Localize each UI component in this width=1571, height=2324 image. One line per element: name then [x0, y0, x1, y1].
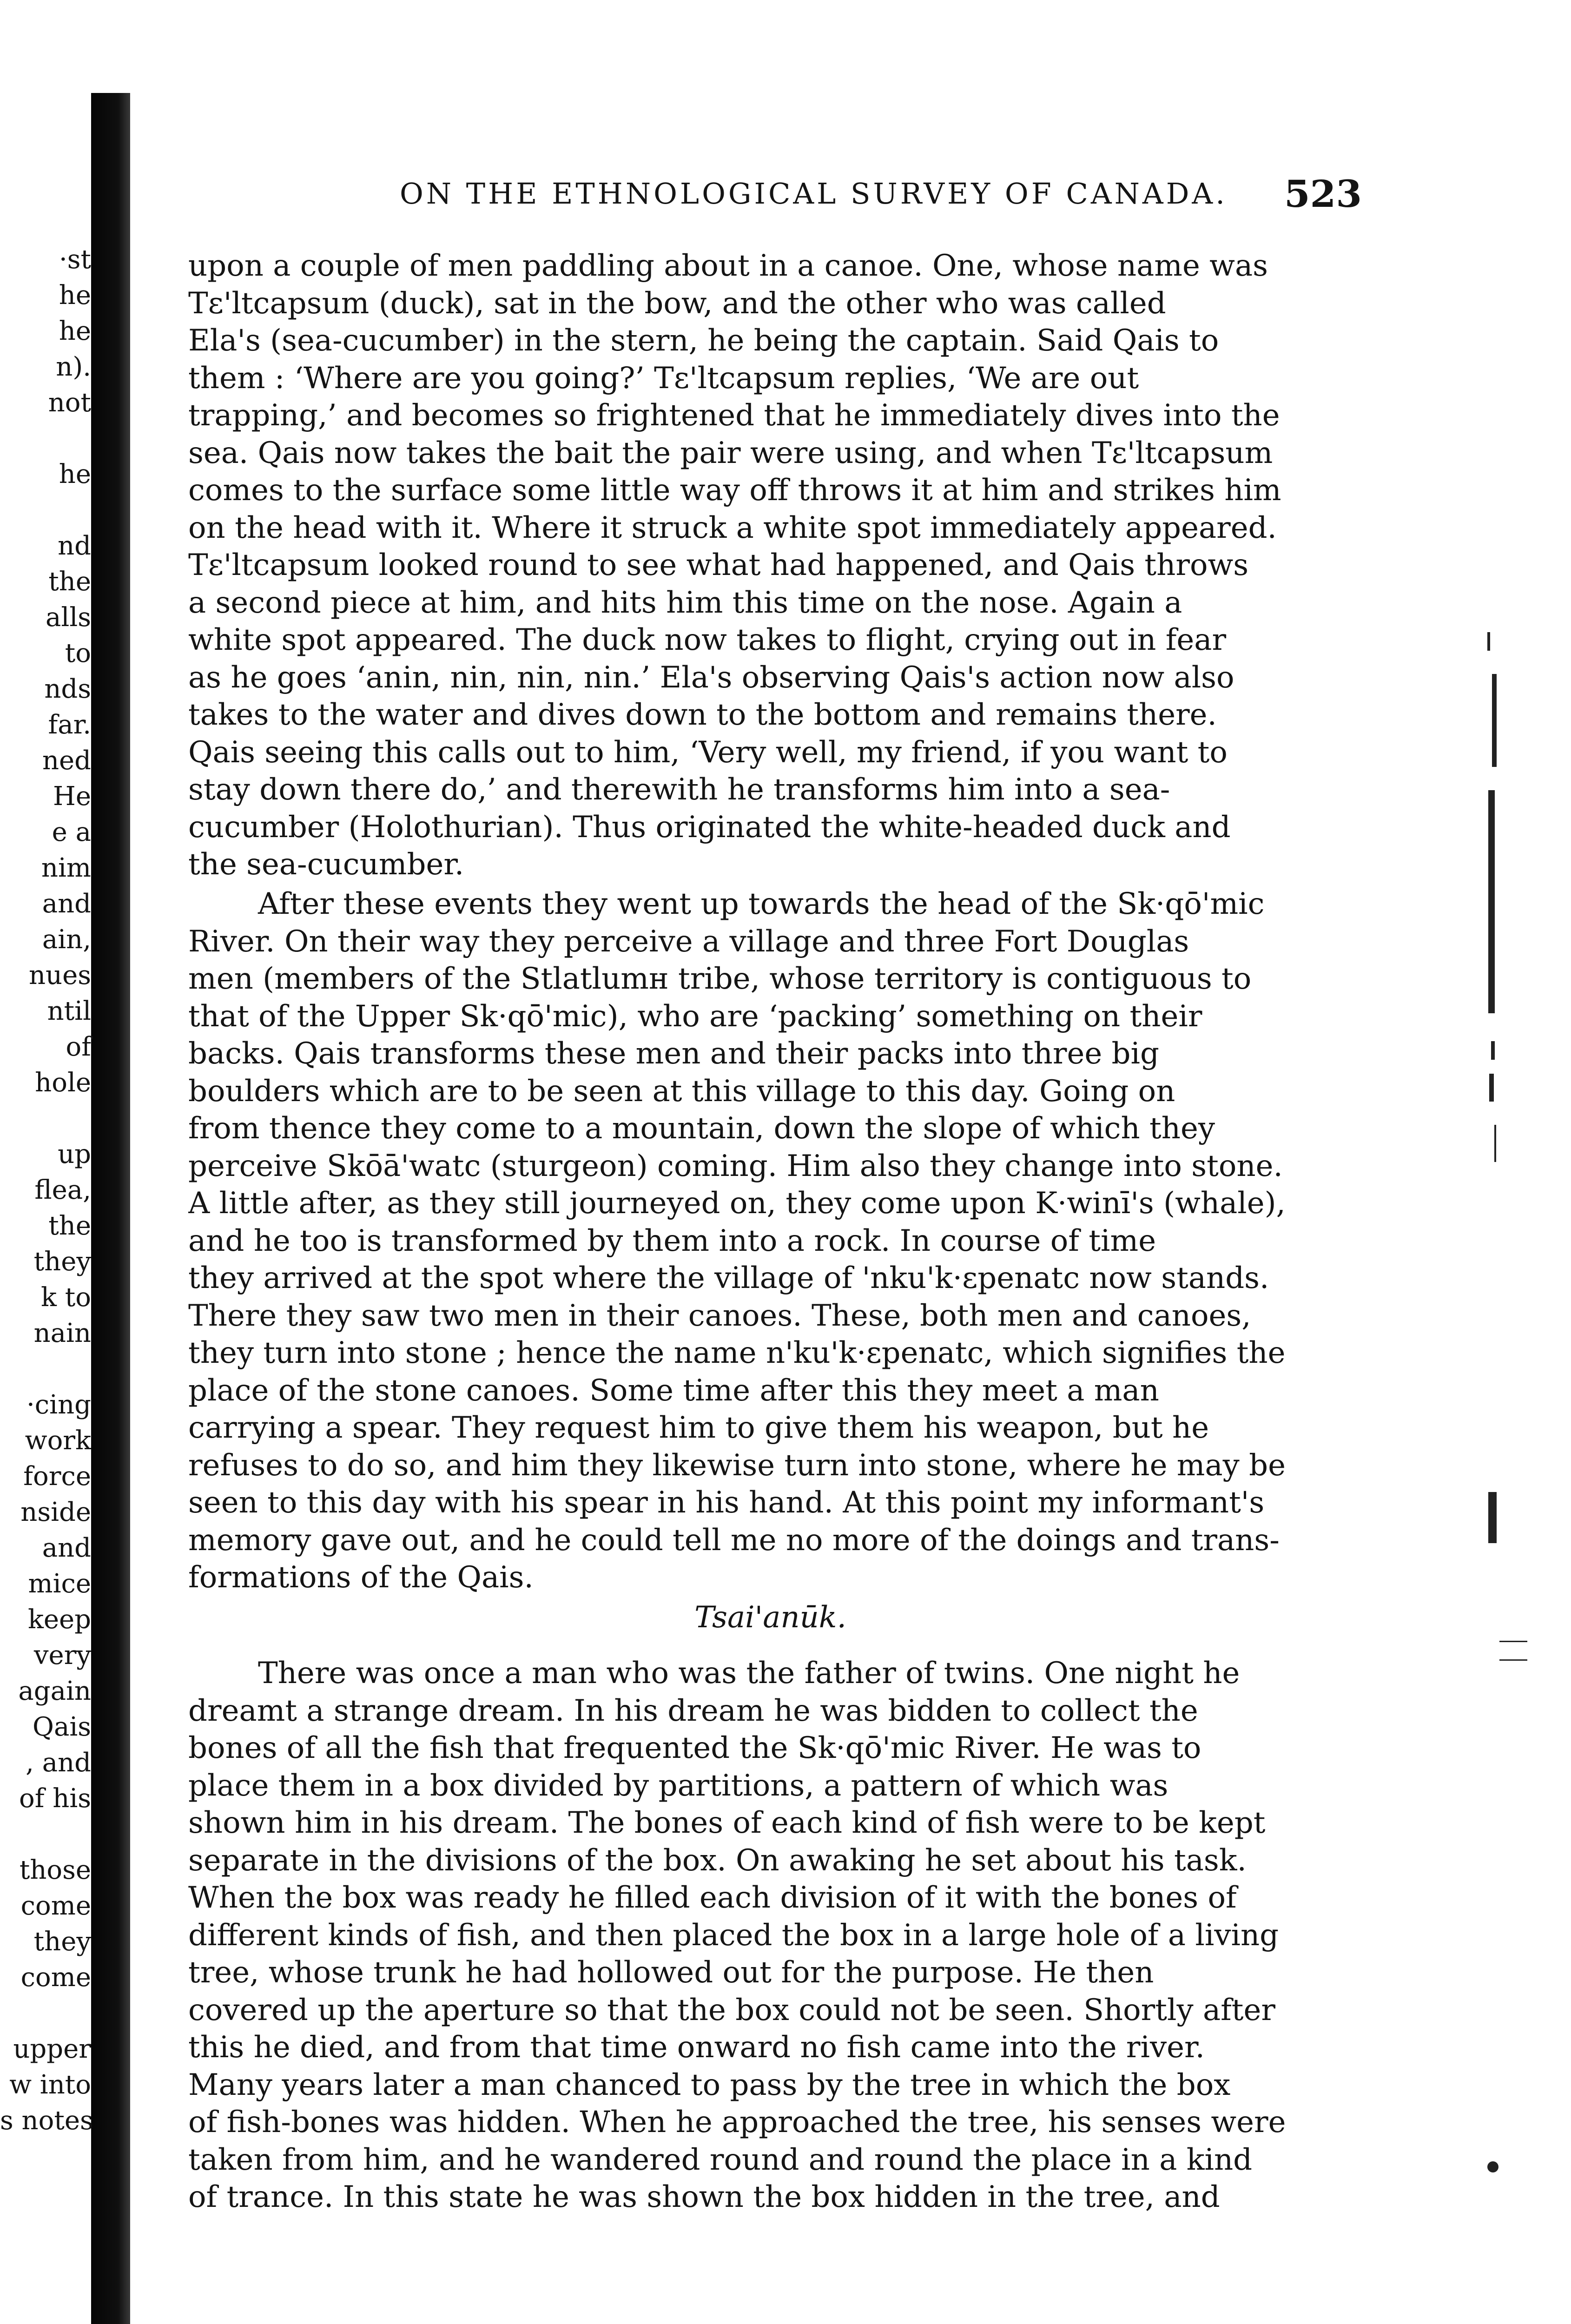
text-line: place of the stone canoes. Some time after this they meet a man — [188, 1373, 1159, 1408]
margin-fragment: keep — [27, 1604, 91, 1635]
margin-fragment: ·cing — [26, 1390, 91, 1420]
margin-fragment: again — [18, 1676, 91, 1706]
margin-fragment: they — [33, 1927, 91, 1957]
margin-fragment: ntil — [47, 996, 91, 1026]
text-line: them : ‘Where are you going?’ Tɛ'ltcapsum replies, ‘We are out — [188, 361, 1139, 396]
text-line: place them in a box divided by partitions, a pattern of which was — [188, 1768, 1168, 1803]
margin-fragment — [0, 492, 93, 528]
margin-fragment: those — [19, 1855, 91, 1885]
text-line: from thence they come to a mountain, down the slope of which they — [188, 1111, 1215, 1146]
margin-fragment: He — [53, 781, 91, 812]
margin-fragment — [0, 1816, 93, 1852]
text-line: upon a couple of men paddling about in a canoe. One, whose name was — [188, 249, 1268, 283]
paragraph-text — [188, 1655, 1353, 2216]
text-line: perceive Skōā'watc (sturgeon) coming. Him also they change into stone. — [188, 1149, 1283, 1183]
margin-fragment: nside — [20, 1497, 91, 1527]
margin-fragment: force — [23, 1461, 91, 1492]
text-line: trapping,’ and becomes so frightened that he immediately dives into the — [188, 398, 1280, 433]
text-line: they arrived at the spot where the village of 'nku'k·ɛpenatc now stands. — [188, 1261, 1269, 1295]
text-line: of trance. In this state he was shown the box hidden in the tree, and — [188, 2180, 1220, 2214]
text-line: There they saw two men in their canoes. These, both men and canoes, — [188, 1298, 1251, 1333]
text-line: When the box was ready he filled each division of it with the bones of — [188, 1881, 1237, 1915]
text-line: carrying a spear. They request him to give them his weapon, but he — [188, 1411, 1209, 1445]
margin-fragment: far. — [48, 710, 91, 740]
text-line: bones of all the fish that frequented the Sk·qō'mic River. He was to — [188, 1731, 1201, 1765]
text-line: seen to this day with his spear in his hand. At this point my informant's — [188, 1486, 1265, 1520]
margin-fragment: ·st — [59, 244, 91, 275]
text-line: the sea-cucumber. — [188, 847, 464, 882]
text-line: memory gave out, and he could tell me no more of the doings and trans- — [188, 1523, 1280, 1558]
margin-fragment: nain — [33, 1318, 91, 1348]
paragraph-tsai-anuk — [188, 1655, 1353, 2216]
margin-fragment: n). — [56, 352, 91, 382]
margin-fragment: and — [42, 1533, 91, 1563]
text-line: comes to the surface some little way off throws it at him and strikes him — [188, 473, 1281, 508]
margin-fragment: to — [65, 638, 91, 668]
margin-fragment: nim — [41, 853, 91, 883]
text-line: cucumber (Holothurian). Thus originated the white-headed duck and — [188, 810, 1231, 845]
margin-fragment: very — [33, 1640, 91, 1670]
margin-fragment: he — [59, 280, 91, 310]
text-line: covered up the aperture so that the box could not be seen. Shortly after — [188, 1993, 1275, 2027]
margin-fragment: nds — [44, 674, 91, 704]
margin-fragment: Qais — [33, 1712, 91, 1742]
text-line: Ela's (sea-cucumber) in the stern, he being the captain. Said Qais to — [188, 324, 1219, 358]
text-line: tree, whose trunk he had hollowed out for the purpose. He then — [188, 1955, 1154, 1990]
margin-fragment: they — [33, 1247, 91, 1277]
text-line: men (members of the Stlatlumн tribe, whose territory is contiguous to — [188, 962, 1252, 996]
margin-fragment — [0, 421, 93, 456]
text-line: A little after, as they still journeyed on, they come upon K·winī's (whale), — [188, 1186, 1286, 1221]
text-line: Tɛ'ltcapsum looked round to see what had happened, and Qais throws — [188, 548, 1249, 582]
margin-fragment: of — [66, 1032, 91, 1062]
margin-fragment: w into — [9, 2070, 91, 2100]
text-line: separate in the divisions of the box. On awaking he set about his task. — [188, 1843, 1247, 1878]
section-heading: Tsai'anūk. — [694, 1600, 846, 1635]
margin-fragment: not — [48, 388, 91, 418]
paragraph-sk-qomic-river — [188, 885, 1353, 1597]
text-line: There was once a man who was the father of twins. One night he — [258, 1656, 1240, 1690]
text-line: white spot appeared. The duck now takes to flight, crying out in fear — [188, 623, 1227, 657]
text-line: boulders which are to be seen at this village to this day. Going on — [188, 1074, 1175, 1109]
text-line: this he died, and from that time onward no fish came into the river. — [188, 2030, 1205, 2065]
margin-fragment: ned — [42, 746, 91, 776]
previous-page-margin-fragments — [0, 242, 93, 2139]
margin-fragment: nd — [58, 531, 91, 561]
running-title: ON THE ETHNOLOGICAL SURVEY OF CANADA. — [400, 177, 1228, 211]
text-line: of fish-bones was hidden. When he approached the tree, his senses were — [188, 2105, 1286, 2139]
margin-fragment: hole — [35, 1068, 91, 1098]
text-line: they turn into stone ; hence the name n'ku'k·ɛpenatc, which signifies the — [188, 1336, 1286, 1370]
text-line: shown him in his dream. The bones of each kind of fish were to be kept — [188, 1806, 1266, 1840]
text-line: takes to the water and dives down to the bottom and remains there. — [188, 698, 1217, 732]
text-line: refuses to do so, and him they likewise turn into stone, where he may be — [188, 1448, 1286, 1483]
paragraph-text — [188, 885, 1353, 1597]
margin-fragment — [0, 1351, 93, 1387]
margin-fragment: k to — [41, 1282, 91, 1313]
margin-fragment: and — [42, 889, 91, 919]
text-line: Many years later a man chanced to pass by the tree in which the box — [188, 2067, 1231, 2102]
text-line: sea. Qais now takes the bait the pair were using, and when Tɛ'ltcapsum — [188, 436, 1273, 470]
margin-fragment: alls — [46, 602, 91, 633]
text-line: Qais seeing this calls out to him, ‘Very well, my friend, if you want to — [188, 735, 1228, 770]
text-line: a second piece at him, and hits him this time on the nose. Again a — [188, 585, 1182, 620]
text-line: dreamt a strange dream. In his dream he was bidden to collect the — [188, 1693, 1198, 1728]
margin-fragment — [0, 1101, 93, 1136]
margin-fragment: upper — [13, 2034, 91, 2064]
text-line: Tɛ'ltcapsum (duck), sat in the bow, and the other who was called — [188, 286, 1166, 321]
margin-fragment: of his — [19, 1783, 91, 1814]
text-line: that of the Upper Sk·qō'mic), who are ‘packing’ something on their — [188, 999, 1202, 1034]
binding-gutter-shadow — [91, 93, 130, 2324]
margin-fragment: he — [59, 459, 91, 489]
margin-fragment: come — [20, 1891, 91, 1921]
margin-fragment: the — [48, 567, 91, 597]
text-line: different kinds of fish, and then placed the box in a large hole of a living — [188, 1918, 1279, 1953]
paragraph-text — [188, 247, 1353, 884]
text-line: stay down there do,’ and therewith he transforms him into a sea- — [188, 772, 1170, 807]
margin-fragment: ain, — [42, 924, 91, 955]
text-line: formations of the Qais. — [188, 1560, 534, 1595]
margin-fragment — [0, 1995, 93, 2031]
text-line: backs. Qais transforms these men and their packs into three big — [188, 1037, 1159, 1071]
page-number: 523 — [1284, 172, 1362, 216]
margin-fragment: come — [20, 1962, 91, 1993]
margin-fragment: work — [25, 1426, 91, 1456]
text-line: After these events they went up towards the head of the Sk·qō'mic — [258, 887, 1265, 921]
margin-fragment: up — [58, 1139, 91, 1169]
margin-fragment: s notes — [0, 2106, 93, 2136]
text-line: and he too is transformed by them into a rock. In course of time — [188, 1223, 1156, 1258]
text-line: taken from him, and he wandered round and round the place in a kind — [188, 2142, 1253, 2177]
text-line: as he goes ‘anin, nin, nin, nin.’ Ela's observing Qais's action now also — [188, 660, 1234, 695]
right-margin-specks — [1478, 604, 1571, 2185]
text-line: River. On their way they perceive a village and three Fort Douglas — [188, 924, 1189, 959]
page-header — [186, 172, 1362, 228]
margin-fragment: mice — [28, 1569, 91, 1599]
margin-fragment: nues — [28, 960, 91, 990]
margin-fragment: flea, — [34, 1175, 91, 1205]
text-line: on the head with it. Where it struck a white spot immediately appeared. — [188, 510, 1277, 545]
margin-fragment: the — [48, 1211, 91, 1241]
paragraph-qais-continued — [188, 247, 1353, 884]
margin-fragment: e a — [52, 817, 91, 847]
margin-fragment: , and — [26, 1748, 91, 1778]
margin-fragment: he — [59, 316, 91, 346]
